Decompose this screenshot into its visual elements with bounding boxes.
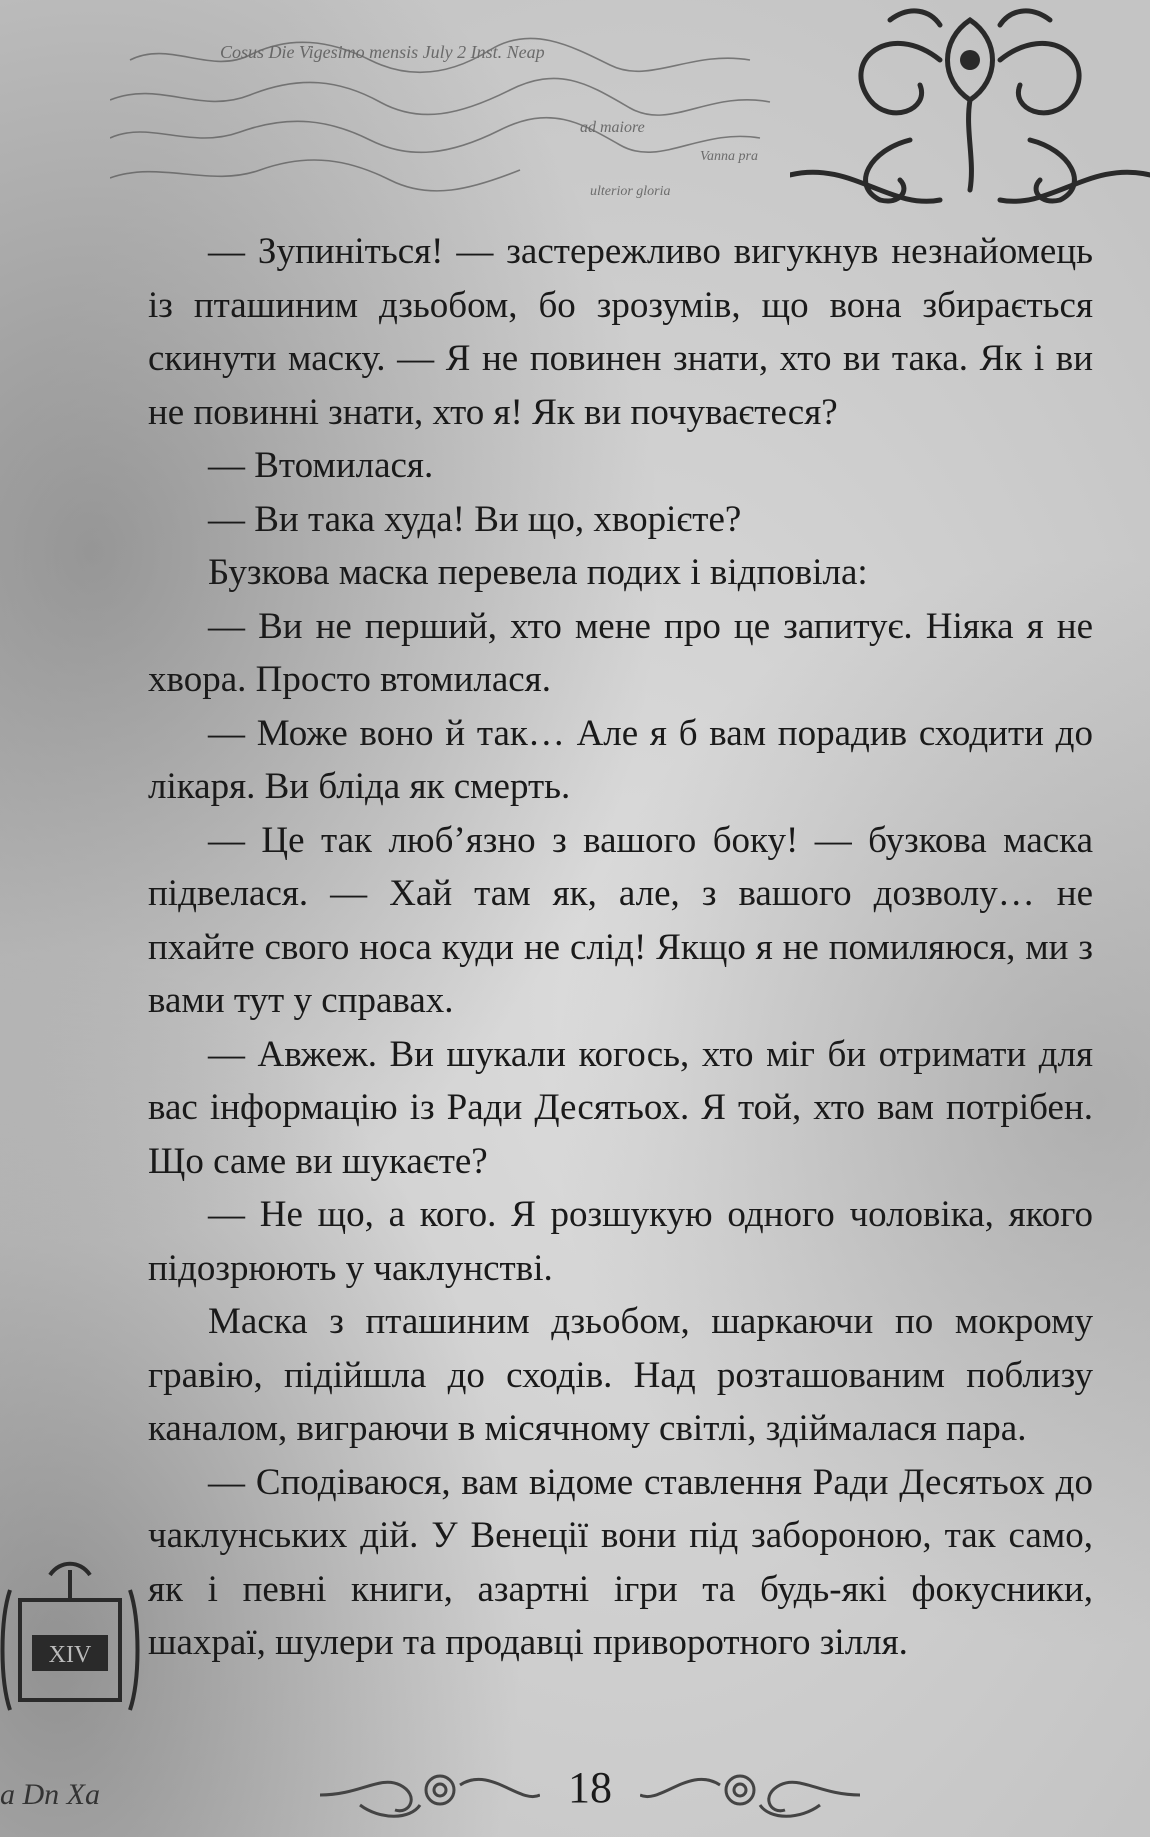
manuscript-background xyxy=(110,20,810,210)
paragraph: — Може воно й так… Але я б вам порадив сходити до лікаря. Ви бліда як смерть. xyxy=(148,712,1093,807)
footer-ornament-left xyxy=(320,1755,540,1825)
paragraph: — Ви така худа! Ви що, хворієте? xyxy=(208,498,742,540)
footer-ornament-right xyxy=(640,1755,860,1825)
paragraph: — Авжеж. Ви шукали когось, хто міг би отримати для вас інформацію із Ради Десятьох. Я той, хто вам потрібен. Що саме ви шукаєте? xyxy=(148,1033,1093,1182)
manuscript-line-2: ad maiore xyxy=(580,119,645,136)
paragraph: — Зупиніться! — застережливо вигукнув незнайомець із пташиним дзьобом, бо зрозумів, що вона збирається скинути маску. — Я не повинен знати, хто ви така. Як і ви не повинні знати, хто я! Як ви почуваєтеся? xyxy=(148,231,1093,433)
manuscript-line-1: Cosus Die Vigesimo mensis July 2 Inst. Neap xyxy=(220,42,545,62)
baroque-ornament-top xyxy=(790,0,1150,215)
paragraph: Бузкова маска перевела подих і відповіла: xyxy=(208,552,868,593)
manuscript-line-3: Vanna pra xyxy=(700,149,758,164)
paragraph: — Втомилася. xyxy=(208,445,434,486)
paragraph: — Сподіваюся, вам відоме ставлення Ради Десятьох до чаклунських дій. У Венеції вони під забороною, так само, як і певні книги, азартні ігри та будь-які фокусники, шахраї, шулери та продавці приворотного зілля. xyxy=(148,1461,1093,1663)
paragraph: Маска з пташиним дзьобом, шаркаючи по мокрому гравію, підійшла до сходів. Над розташованим поблизу каналом, виграючи в місячному світлі, здіймалася пара. xyxy=(148,1301,1093,1449)
signature: a Dn Xa xyxy=(0,1778,100,1811)
paragraph: — Це так люб’язно з вашого боку! — бузкова маска підвелася. — Хай там як, але, з вашого дозволу… не пхайте свого носа куди не слід! Якщо я не помиляюся, ми з вами тут у справах. xyxy=(148,819,1093,1021)
emblem-label: XIV xyxy=(48,1642,92,1668)
emblem-icon xyxy=(0,1560,140,1730)
body-text xyxy=(148,225,1093,1670)
manuscript-line-4: ulterior gloria xyxy=(590,184,671,199)
paragraph: — Ви не перший, хто мене про це запитує. Ніяка я не хвора. Просто втомилася. xyxy=(148,605,1093,700)
page-number: 18 xyxy=(568,1763,612,1812)
paragraph: — Не що, а кого. Я розшукую одного чоловіка, якого підозрюють у чаклунстві. xyxy=(148,1194,1093,1289)
